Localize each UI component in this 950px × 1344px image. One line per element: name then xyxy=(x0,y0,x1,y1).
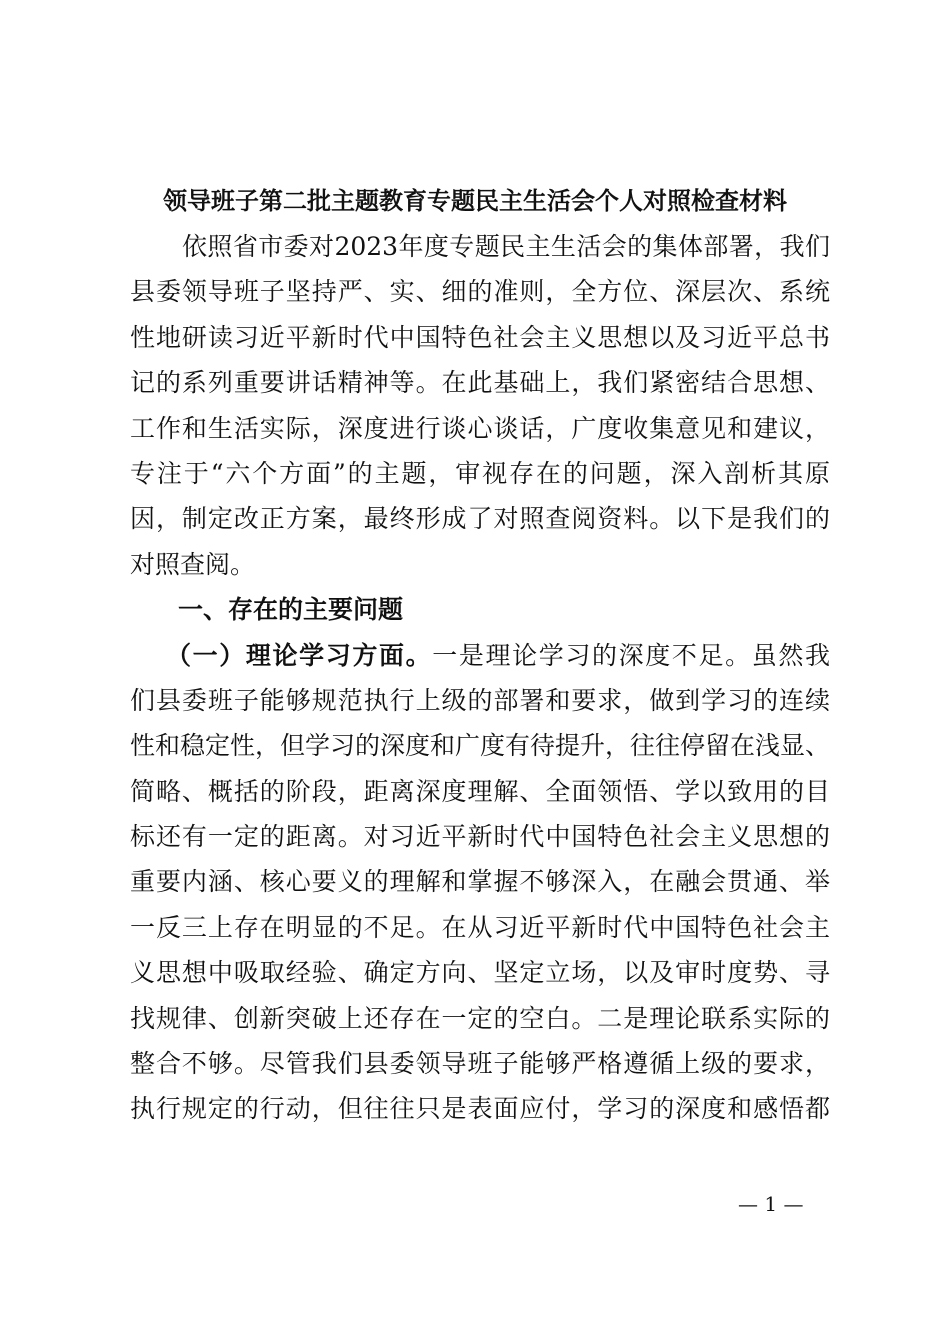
paragraph-line: 对照查阅。 xyxy=(130,549,256,579)
paragraph-line: 县委领导班子坚持严、实、细的准则，全方位、深层次、系统 xyxy=(130,277,830,307)
paragraph-line: 因，制定改正方案，最终形成了对照查阅资料。以下是我们的 xyxy=(130,504,830,534)
paragraph-line: 们县委班子能够规范执行上级的部署和要求，做到学习的连续 xyxy=(130,685,830,715)
paragraph-line: 依照省市委对2023年度专题民主生活会的集体部署，我们 xyxy=(182,232,830,261)
paragraph-line: 义思想中吸取经验、确定方向、坚定立场，以及审时度势、寻 xyxy=(130,958,830,988)
subsection-lead: （一）理论学习方面。 xyxy=(166,640,433,670)
paragraph-line: 专注于“六个方面”的主题，审视存在的问题，深入剖析其原 xyxy=(130,458,830,488)
document-body xyxy=(130,224,830,1132)
paragraph-line: 记的系列重要讲话精神等。在此基础上，我们紧密结合思想、 xyxy=(130,368,830,398)
paragraph-line: 简略、概括的阶段，距离深度理解、全面领悟、学以致用的目 xyxy=(130,776,830,806)
section-heading: 一、存在的主要问题 xyxy=(178,595,404,625)
paragraph-line: 重要内涵、核心要义的理解和掌握不够深入，在融会贯通、举 xyxy=(130,867,830,897)
paragraph-line: 执行规定的行动，但往往只是表面应付，学习的深度和感悟都 xyxy=(130,1094,830,1124)
paragraph-line: 工作和生活实际，深度进行谈心谈话，广度收集意见和建议， xyxy=(130,413,830,443)
paragraph-line: 找规律、创新突破上还存在一定的空白。二是理论联系实际的 xyxy=(130,1003,830,1033)
paragraph-line: 一反三上存在明显的不足。在从习近平新时代中国特色社会主 xyxy=(130,912,830,942)
paragraph-line: 性地研读习近平新时代中国特色社会主义思想以及习近平总书 xyxy=(130,322,830,352)
paragraph-line: 标还有一定的距离。对习近平新时代中国特色社会主义思想的 xyxy=(130,822,830,852)
document-title: 领导班子第二批主题教育专题民主生活会个人对照检查材料 xyxy=(163,186,787,215)
page-number: — 1 — xyxy=(738,1192,804,1216)
paragraph-line: 性和稳定性，但学习的深度和广度有待提升，往往停留在浅显、 xyxy=(130,731,831,761)
paragraph-line: 整合不够。尽管我们县委领导班子能够严格遵循上级的要求， xyxy=(130,1049,830,1079)
paragraph-line xyxy=(130,633,830,678)
paragraph-text: 一是理论学习的深度不足。虽然我 xyxy=(432,640,830,670)
